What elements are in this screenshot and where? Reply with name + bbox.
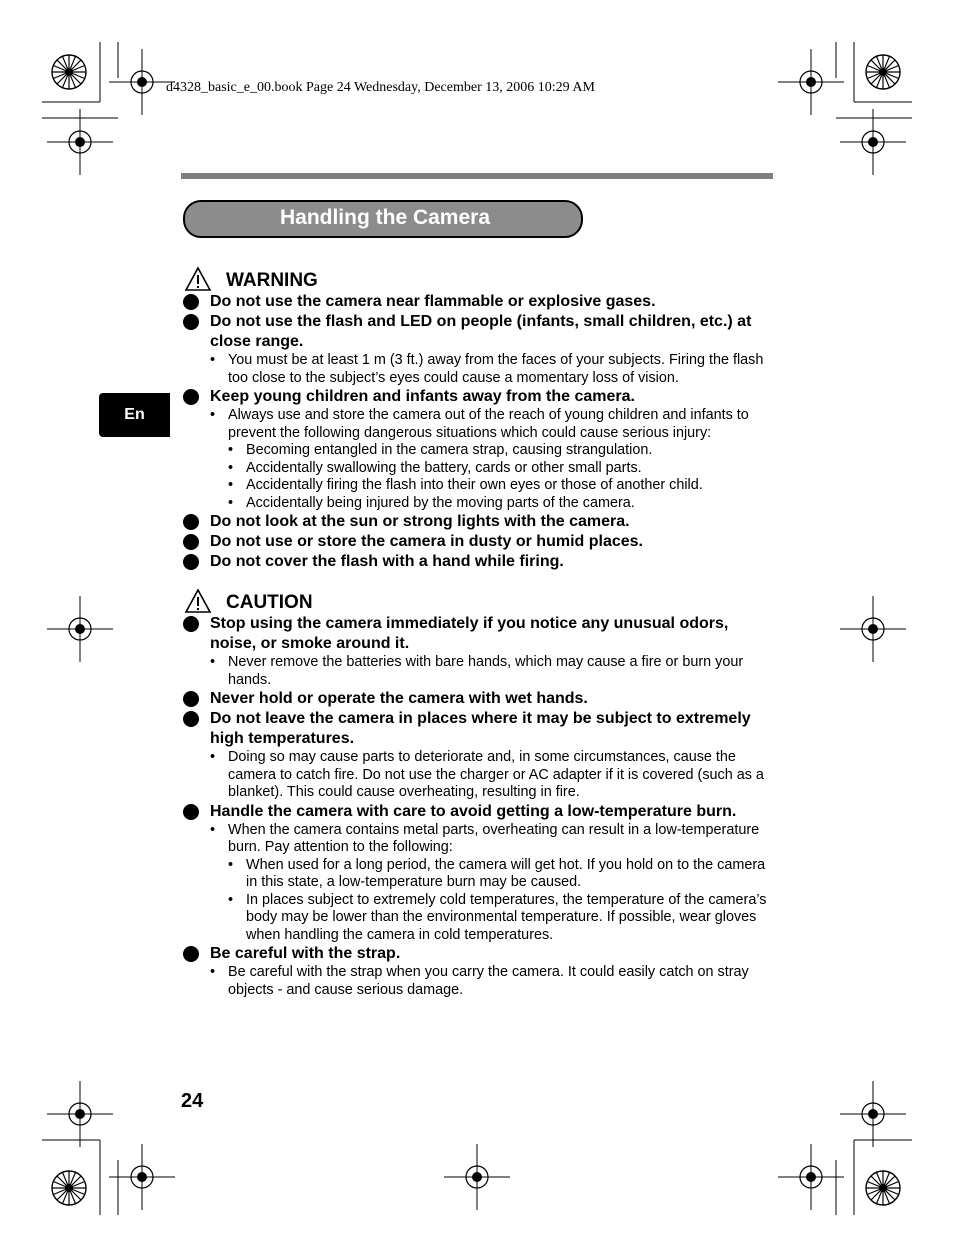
- sub-sub-bullet: [182, 857, 774, 892]
- sub-bullet-text: Always use and store the camera out of the reach of young children and infants to prevent the following dangerous situations which could cause serious injury:: [228, 407, 749, 441]
- sub-sub-bullet-text: When used for a long period, the camera will get hot. If you hold on to the camera in this state, a low-temperature burn may be caused.: [246, 856, 766, 890]
- bullet-point-text: Handle the camera with care to avoid getting a low-temperature burn.: [210, 802, 737, 820]
- caution-list: [182, 614, 774, 999]
- bullet-point-text: Do not use or store the camera in dusty or humid places.: [210, 533, 643, 550]
- sub-bullet-text: Never remove the batteries with bare hands, which may cause a fire or burn your hands.: [228, 654, 744, 688]
- language-tab: En: [99, 393, 170, 437]
- warning-triangle-icon: [184, 588, 212, 614]
- filled-circle-bullet-icon: [183, 946, 199, 962]
- filled-circle-bullet-icon: [183, 294, 199, 310]
- bullet-point: [182, 944, 774, 964]
- small-bullet-icon: •: [210, 407, 216, 423]
- filled-circle-bullet-icon: [183, 691, 199, 707]
- bullet-point: [182, 512, 774, 532]
- document-header-line: d4328_basic_e_00.book Page 24 Wednesday, December 13, 2006 10:29 AM: [166, 80, 595, 95]
- filled-circle-bullet-icon: [183, 804, 199, 820]
- bullet-point-text: Do not use the camera near flammable or explosive gases.: [210, 293, 656, 310]
- sub-sub-bullet: [182, 477, 774, 495]
- bullet-point: [182, 312, 774, 352]
- bullet-point-text: Be careful with the strap.: [210, 945, 401, 962]
- warning-triangle-icon: [184, 266, 212, 292]
- sub-sub-bullet-text: In places subject to extremely cold temperatures, the temperature of the camera’s body may be lower than the environmental temperature. If possible, wear gloves when handling the camera in cold temperatures.: [246, 891, 767, 943]
- bullet-point-text: Do not look at the sun or strong lights with the camera.: [210, 513, 630, 530]
- sub-sub-bullet: [182, 442, 774, 460]
- small-bullet-icon: •: [210, 821, 216, 838]
- page-number: 24: [181, 1090, 204, 1112]
- small-bullet-icon: •: [228, 494, 234, 511]
- filled-circle-bullet-icon: [183, 314, 199, 330]
- bullet-point: [182, 552, 774, 572]
- bullet-point: [182, 689, 774, 709]
- sub-bullet: [182, 654, 774, 689]
- caution-heading-row: [182, 582, 774, 614]
- filled-circle-bullet-icon: [183, 554, 199, 570]
- small-bullet-icon: •: [228, 856, 234, 873]
- sub-sub-bullet: [182, 892, 774, 945]
- filled-circle-bullet-icon: [183, 514, 199, 530]
- sub-sub-bullet: [182, 495, 774, 513]
- sub-sub-bullet-text: Accidentally being injured by the moving parts of the camera.: [246, 494, 635, 511]
- filled-circle-bullet-icon: [183, 534, 199, 550]
- bullet-point-text: Stop using the camera immediately if you notice any unusual odors, noise, or smoke around it.: [210, 615, 729, 652]
- bullet-point: [182, 387, 774, 407]
- sub-bullet: [182, 749, 774, 802]
- bullet-point: [182, 292, 774, 312]
- sub-bullet-text: Doing so may cause parts to deteriorate and, in some circumstances, cause the camera to catch fire. Do not use the charger or AC adapter if it is covered (such as a blanket). This could cause overheating, resulting in fire.: [228, 749, 764, 800]
- page-title: Handling the Camera: [279, 206, 491, 229]
- bullet-point-text: Do not cover the flash with a hand while firing.: [210, 553, 564, 570]
- sub-bullet-text: Be careful with the strap when you carry the camera. It could easily catch on stray objects - and cause serious damage.: [228, 964, 749, 998]
- filled-circle-bullet-icon: [183, 389, 199, 405]
- safety-content: [182, 260, 774, 999]
- caution-heading: CAUTION: [226, 592, 313, 613]
- small-bullet-icon: •: [210, 749, 216, 765]
- small-bullet-icon: •: [210, 654, 216, 670]
- filled-circle-bullet-icon: [183, 616, 199, 632]
- sub-bullet: [182, 407, 774, 442]
- warning-heading-row: [182, 260, 774, 292]
- sub-bullet: [182, 822, 774, 857]
- section-title-banner: [183, 200, 583, 238]
- sub-bullet-text: You must be at least 1 m (3 ft.) away from the faces of your subjects. Firing the flash too close to the subject’s eyes could cause a momentary loss of vision.: [228, 352, 764, 386]
- bullet-point: [182, 709, 774, 749]
- small-bullet-icon: •: [210, 964, 216, 980]
- warning-heading: WARNING: [226, 270, 318, 291]
- small-bullet-icon: •: [228, 442, 234, 458]
- small-bullet-icon: •: [228, 891, 234, 908]
- warning-list: [182, 292, 774, 572]
- filled-circle-bullet-icon: [183, 711, 199, 727]
- bullet-point-text: Never hold or operate the camera with wet hands.: [210, 690, 588, 707]
- bullet-point-text: Keep young children and infants away from the camera.: [210, 388, 635, 405]
- sub-sub-bullet-text: Accidentally firing the flash into their own eyes or those of another child.: [246, 477, 703, 493]
- bullet-point-text: Do not leave the camera in places where it may be subject to extremely high temperatures.: [210, 710, 751, 747]
- bullet-point: [182, 532, 774, 552]
- sub-sub-bullet-text: Accidentally swallowing the battery, cards or other small parts.: [246, 459, 642, 476]
- small-bullet-icon: •: [228, 459, 234, 476]
- bullet-point-text: Do not use the flash and LED on people (infants, small children, etc.) at close range.: [210, 313, 752, 350]
- sub-bullet-text: When the camera contains metal parts, overheating can result in a low-temperature burn. Pay attention to the following:: [228, 821, 760, 855]
- sub-sub-bullet-text: Becoming entangled in the camera strap, causing strangulation.: [246, 442, 653, 458]
- top-rule: [181, 173, 773, 179]
- sub-bullet: [182, 352, 774, 387]
- bullet-point: [182, 802, 774, 822]
- small-bullet-icon: •: [210, 352, 216, 368]
- bullet-point: [182, 614, 774, 654]
- sub-sub-bullet: [182, 460, 774, 478]
- small-bullet-icon: •: [228, 477, 234, 493]
- sub-bullet: [182, 964, 774, 999]
